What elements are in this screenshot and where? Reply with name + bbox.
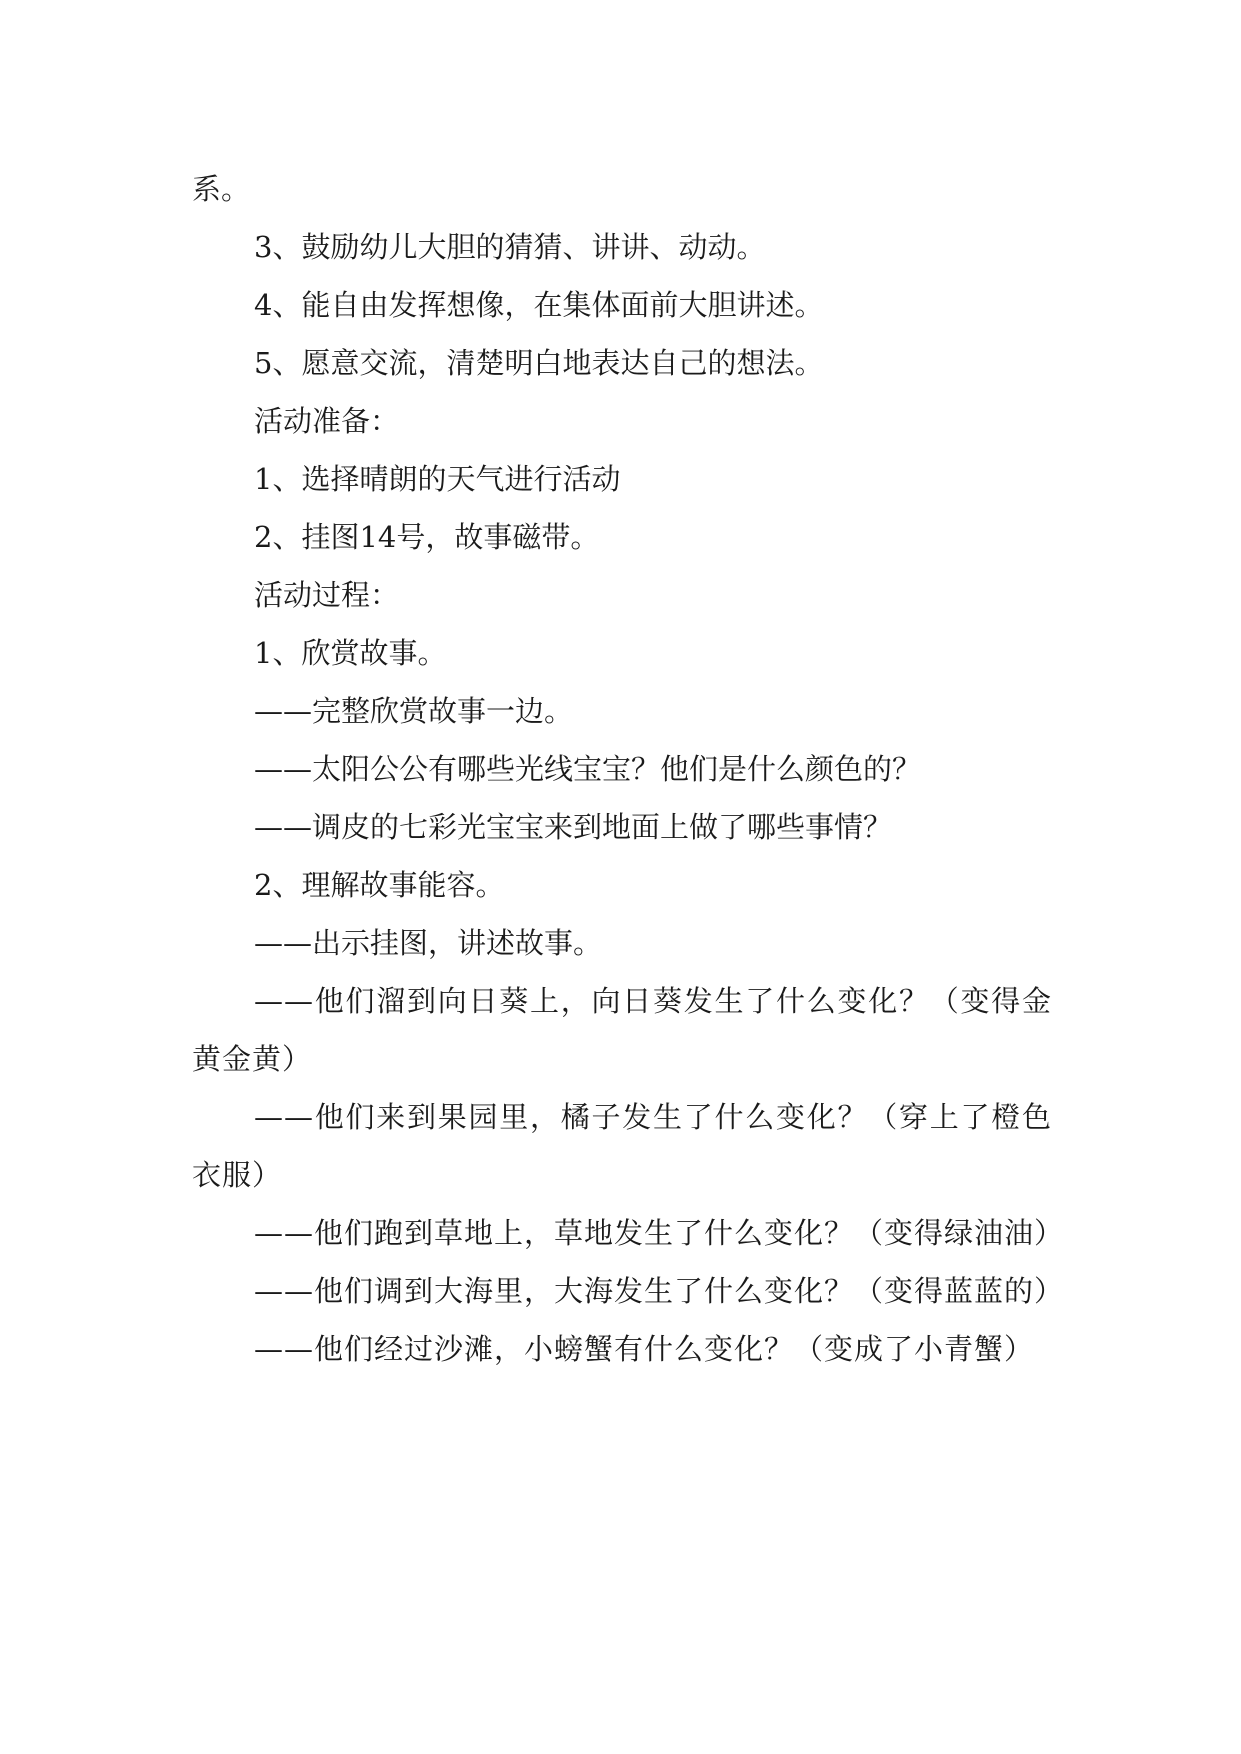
process-question: ——太阳公公有哪些光线宝宝？他们是什么颜色的？ <box>254 752 922 786</box>
process-question-grass: ——他们跑到草地上，草地发生了什么变化？（变得绿油油） <box>254 1216 1065 1250</box>
goal-item-5: 5、愿意交流，清楚明白地表达自己的想法。 <box>254 346 824 380</box>
process-question: ——调皮的七彩光宝宝来到地面上做了哪些事情？ <box>254 810 893 844</box>
paragraph-line: 系。 <box>192 172 251 206</box>
process-step-1: 1、欣赏故事。 <box>254 636 447 670</box>
process-question-beach: ——他们经过沙滩，小螃蟹有什么变化？（变成了小青蟹） <box>254 1332 1035 1366</box>
section-heading-preparation: 活动准备： <box>254 404 400 438</box>
process-question-orchard: ——他们来到果园里，橘子发生了什么变化？（穿上了橙色衣服） <box>192 1100 1052 1192</box>
process-question-sunflower: ——他们溜到向日葵上，向日葵发生了什么变化？（变得金黄金黄） <box>192 984 1052 1076</box>
process-question-sea: ——他们调到大海里，大海发生了什么变化？（变得蓝蓝的） <box>254 1274 1065 1308</box>
section-heading-process: 活动过程： <box>254 578 400 612</box>
goal-item-4: 4、能自由发挥想像，在集体面前大胆讲述。 <box>254 288 824 322</box>
document-body <box>192 160 1065 1378</box>
preparation-item-1: 1、选择晴朗的天气进行活动 <box>254 462 621 496</box>
process-step-2: 2、理解故事能容。 <box>254 868 505 902</box>
preparation-item-2: 2、挂图14号，故事磁带。 <box>254 520 600 554</box>
process-substep: ——完整欣赏故事一边。 <box>254 694 574 728</box>
process-substep: ——出示挂图，讲述故事。 <box>254 926 603 960</box>
goal-item-3: 3、鼓励幼儿大胆的猜猜、讲讲、动动。 <box>254 230 766 264</box>
